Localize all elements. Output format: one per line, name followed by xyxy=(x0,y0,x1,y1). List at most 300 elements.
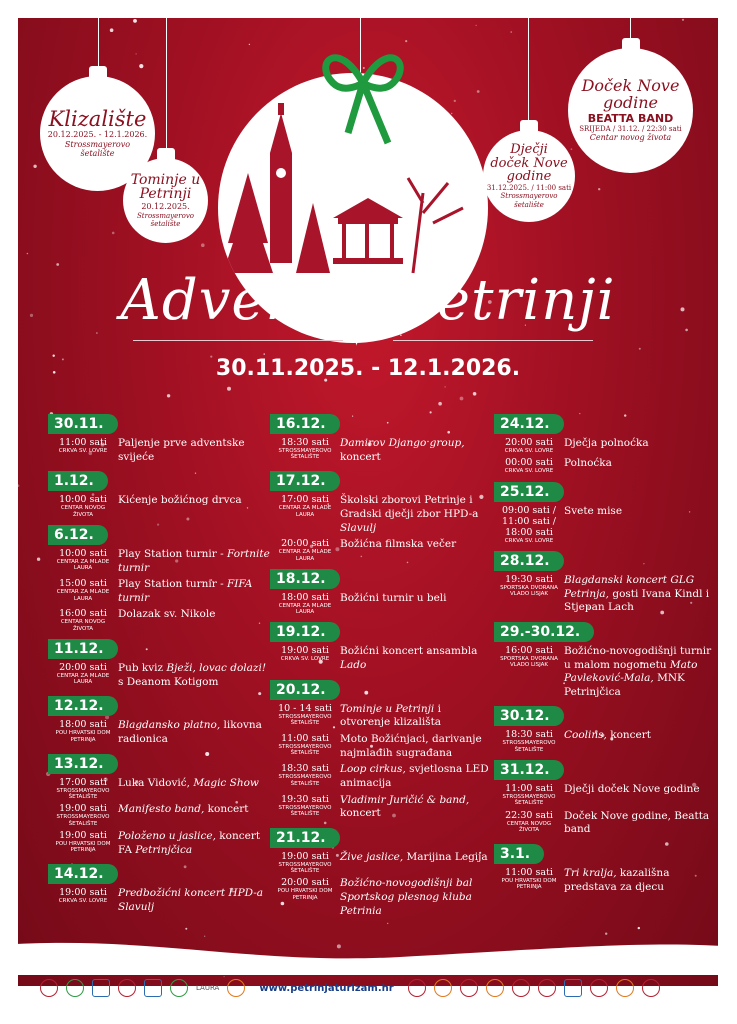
event-time: 18:30 sati xyxy=(505,729,553,741)
event-time: 11:00 sati xyxy=(281,733,329,745)
event-time-block xyxy=(274,763,336,790)
orn-title: Dječji doček Nove godine xyxy=(490,141,568,185)
snowflake xyxy=(133,19,137,23)
event-text: Fortnite turnir xyxy=(118,547,270,574)
event-text: kazališna predstava za djecu xyxy=(564,866,670,893)
event-time: 11:00 sati xyxy=(59,437,107,448)
date-badge: 24.12. xyxy=(494,414,564,434)
event-text: koncert xyxy=(340,807,381,820)
orn-place: Strossmayerovo šetalište xyxy=(137,211,194,228)
event-row xyxy=(274,733,494,760)
day-block xyxy=(274,621,494,672)
event-text: koncert FA xyxy=(118,829,261,856)
snowflake xyxy=(460,397,464,401)
snowflake xyxy=(135,53,136,54)
day-block xyxy=(52,753,272,858)
event-text: Lado xyxy=(340,659,367,672)
event-row xyxy=(498,645,718,700)
event-text: FIFA turnir xyxy=(118,578,253,604)
day-block xyxy=(274,568,494,616)
event-row xyxy=(274,592,494,616)
event-place: POU HRVATSKI DOM PETRINJA xyxy=(277,888,333,901)
event-row xyxy=(498,783,718,807)
event-time: 19:30 sati xyxy=(505,573,553,585)
event-text: Damirov Django group, xyxy=(340,437,465,449)
snowflake xyxy=(438,402,442,406)
event-description xyxy=(114,494,242,518)
event-row xyxy=(274,703,494,730)
ornament-tominje xyxy=(123,158,208,243)
event-place: POU HRVATSKI DOM PETRINJA xyxy=(55,730,111,743)
event-text: Doček Nove godine, Beatta band xyxy=(564,809,710,836)
event-description xyxy=(560,645,718,700)
event-row xyxy=(274,763,494,790)
day-block xyxy=(498,550,718,615)
snowflake xyxy=(112,232,115,235)
day-block xyxy=(274,679,494,821)
event-place: CENTAR ZA MLADE LAURA xyxy=(56,673,110,686)
divider xyxy=(393,340,593,341)
event-text: Pub kviz xyxy=(118,662,167,675)
event-description xyxy=(114,803,248,827)
snowflake xyxy=(18,484,19,487)
event-text: Božićna filmska večer xyxy=(340,538,457,551)
event-text: Božićno-novogodišnji turnir u malom nogometu xyxy=(564,644,712,671)
sponsor-logo-icon xyxy=(66,979,84,997)
sponsor-logo-icon xyxy=(460,979,478,997)
event-time-block xyxy=(498,457,560,474)
event-row xyxy=(498,574,718,615)
event-description xyxy=(114,578,272,605)
event-row xyxy=(274,851,494,875)
event-place: CRKVA SV. LOVRE xyxy=(504,448,554,454)
event-time-block xyxy=(52,719,114,746)
event-text: Moto Božićnjaci, darivanje najmlađih sugrađana xyxy=(340,733,482,759)
event-place: STROSSMAYEROVO ŠETALIŠTE xyxy=(278,774,332,787)
event-place: CENTAR NOVOG ŽIVOTA xyxy=(60,505,106,518)
event-row xyxy=(52,437,272,464)
event-time-block xyxy=(52,830,114,857)
date-badge: 6.12. xyxy=(48,525,108,545)
event-text: Položeno u jaslice, xyxy=(118,829,216,842)
event-time: 19:00 sati xyxy=(59,887,107,899)
event-description xyxy=(114,608,215,632)
event-time: 20:00 sati xyxy=(59,662,107,674)
event-description xyxy=(560,810,718,837)
event-description xyxy=(336,437,494,464)
event-time-block xyxy=(274,645,336,672)
event-time-block xyxy=(274,437,336,464)
event-row xyxy=(274,538,494,562)
event-description xyxy=(560,437,649,454)
sponsor-logo-icon xyxy=(512,979,530,997)
date-badge: 12.12. xyxy=(48,696,118,716)
event-time: 19:00 sati xyxy=(281,645,329,657)
event-row xyxy=(52,494,272,518)
event-time: 00:00 sati xyxy=(505,457,553,469)
divider xyxy=(133,340,343,341)
event-description xyxy=(560,867,718,894)
date-badge: 13.12. xyxy=(48,754,118,774)
event-time-block xyxy=(498,437,560,454)
event-place: CRKVA SV. LOVRE xyxy=(504,468,554,475)
event-time: 16:00 sati xyxy=(505,644,553,656)
event-text: koncert xyxy=(606,729,652,742)
event-place: CRKVA SV. LOVRE xyxy=(58,898,108,905)
event-time: 19:00 sati xyxy=(59,829,107,841)
event-time-block xyxy=(52,803,114,827)
event-description xyxy=(560,505,622,544)
event-place: CENTAR ZA MLADE LAURA xyxy=(278,505,332,518)
event-row xyxy=(52,830,272,857)
sponsor-logo-icon xyxy=(590,979,608,997)
event-text: Školski zborovi Petrinje i Gradski dječji zbor HPD-a xyxy=(340,494,479,520)
event-time: 20:00 sati xyxy=(505,437,553,448)
event-text: Petrinjčica xyxy=(135,843,193,856)
event-place: CENTAR ZA MLADE LAURA xyxy=(278,602,332,616)
event-text: Polnoćka xyxy=(564,457,612,470)
sponsor-logo-icon xyxy=(486,979,504,997)
event-text: Božićno-novogodišnji bal Sportskog plesnog kluba Petrinia xyxy=(340,877,473,917)
event-time-block xyxy=(274,592,336,616)
day-block xyxy=(52,524,272,632)
event-time-block xyxy=(52,578,114,605)
main-title: Advent u Petrinji xyxy=(120,268,616,333)
event-place: STROSSMAYEROVO ŠETALIŠTE xyxy=(278,448,332,461)
event-time-block xyxy=(498,810,560,837)
event-place: STROSSMAYEROVO ŠETALIŠTE xyxy=(278,861,332,875)
event-time-block xyxy=(498,729,560,753)
event-time-block xyxy=(52,608,114,632)
date-badge: 11.12. xyxy=(48,639,118,659)
sponsor-logo-icon xyxy=(538,979,556,997)
event-text: Paljenje prve adventske svijeće xyxy=(118,437,245,463)
sponsor-logo-icon xyxy=(144,979,162,997)
event-text: Coolins, xyxy=(564,729,607,742)
event-time: 20:00 sati xyxy=(281,877,329,889)
event-time: 22:30 sati xyxy=(505,809,553,821)
event-description xyxy=(336,645,494,672)
ornament-docek xyxy=(568,48,693,173)
event-time-block xyxy=(52,777,114,801)
event-place: STROSSMAYEROVO ŠETALIŠTE xyxy=(56,787,110,800)
event-text: Blagdansko platno, xyxy=(118,719,221,732)
event-text: Tri kralja, xyxy=(564,866,617,879)
event-time: 09:00 sati / 11:00 sati / 18:00 sati xyxy=(501,504,556,538)
event-place: STROSSMAYEROVO ŠETALIŠTE xyxy=(56,814,110,827)
event-time-block xyxy=(274,538,336,562)
date-badge: 19.12. xyxy=(270,622,340,642)
event-row xyxy=(52,803,272,827)
event-time-block xyxy=(52,548,114,575)
date-badge: 29.-30.12. xyxy=(494,622,594,642)
event-time: 19:00 sati xyxy=(281,850,329,862)
event-row xyxy=(498,505,718,544)
event-row xyxy=(274,877,494,918)
sponsor-logo-icon xyxy=(434,979,452,997)
event-description xyxy=(114,887,272,914)
event-description xyxy=(336,763,494,790)
event-row xyxy=(52,662,272,689)
event-time: 10 - 14 sati xyxy=(278,702,332,714)
event-description xyxy=(336,703,494,730)
snowflake xyxy=(201,243,205,247)
snowflake xyxy=(510,31,512,33)
event-place: CENTAR NOVOG ŽIVOTA xyxy=(60,619,106,632)
orn-date: 31.12.2025. / 11:00 sati xyxy=(486,183,572,192)
snowflake xyxy=(167,394,170,397)
event-description xyxy=(114,777,259,801)
date-badge: 30.12. xyxy=(494,706,564,726)
event-time-block xyxy=(274,877,336,918)
snowflake xyxy=(682,19,684,21)
event-text: likovna radionica xyxy=(118,719,262,746)
event-time: 19:30 sati xyxy=(281,793,329,805)
event-time: 11:00 sati xyxy=(505,866,553,878)
event-text: gosti Ivana Kindl i Stjepan Lach xyxy=(564,587,710,614)
event-place: STROSSMAYEROVO ŠETALIŠTE xyxy=(502,794,556,807)
event-time-block xyxy=(274,494,336,535)
bottom-wave xyxy=(0,935,737,975)
event-time-block xyxy=(274,733,336,760)
event-place: CENTAR NOVOG ŽIVOTA xyxy=(506,820,552,833)
snowflake xyxy=(227,387,231,391)
date-badge: 17.12. xyxy=(270,471,340,491)
event-text: svjetlosna LED animacija xyxy=(340,763,489,789)
event-row xyxy=(498,867,718,894)
event-time-block xyxy=(274,703,336,730)
string xyxy=(528,18,529,130)
event-time: 16:00 sati xyxy=(59,608,107,620)
event-row xyxy=(498,437,718,454)
event-time: 10:00 sati xyxy=(59,494,107,506)
snowflake xyxy=(27,253,29,255)
event-row xyxy=(52,777,272,801)
schedule-column-3 xyxy=(498,413,718,900)
orn-title: Klizalište xyxy=(48,107,147,132)
day-block xyxy=(274,470,494,562)
sponsor-logo-icon xyxy=(227,979,245,997)
event-time: 18:00 sati xyxy=(281,591,329,603)
event-row xyxy=(274,494,494,535)
event-time: 20:00 sati xyxy=(281,538,329,550)
day-block xyxy=(498,413,718,475)
sponsor-logo-icon xyxy=(170,979,188,997)
event-row xyxy=(274,645,494,672)
event-text: Predbožićni koncert HPD-a Slavulj xyxy=(118,887,264,913)
orn-place: Strossmayerovo šetalište xyxy=(500,192,558,209)
event-time-block xyxy=(498,645,560,700)
orn-date: 20.12.2025. - 12.1.2026. xyxy=(47,130,148,140)
day-block xyxy=(52,695,272,746)
event-time-block xyxy=(52,887,114,914)
event-time-block xyxy=(498,574,560,615)
snowflake xyxy=(110,28,114,32)
laura-logo: LAURA xyxy=(196,984,220,992)
event-time: 18:00 sati xyxy=(59,719,107,731)
event-time-block xyxy=(498,867,560,894)
date-range: 30.11.2025. - 12.1.2026. xyxy=(215,356,521,381)
event-description xyxy=(336,877,494,918)
event-row xyxy=(52,608,272,632)
event-description xyxy=(114,662,272,689)
sponsor-logo-icon xyxy=(92,979,110,997)
sponsor-logo-icon xyxy=(616,979,634,997)
event-description xyxy=(114,437,272,464)
event-description xyxy=(114,719,272,746)
orn-place: Centar novog života xyxy=(589,133,672,143)
event-text: Blagdanski koncert GLG Petrinja, xyxy=(564,573,695,600)
event-text: Luka Vidović, xyxy=(118,776,194,789)
event-text: Tominje u Petrinji xyxy=(340,702,435,715)
event-time: 18:30 sati xyxy=(281,763,329,775)
event-time: 18:30 sati xyxy=(281,437,329,448)
coat-of-arms-icon xyxy=(40,979,58,997)
event-text: Vladimir Juričić & band, xyxy=(340,793,470,806)
snowflake xyxy=(571,148,573,150)
event-place: CRKVA SV. LOVRE xyxy=(280,656,330,663)
snowflake xyxy=(56,263,59,266)
event-row xyxy=(274,794,494,821)
event-text: Manifesto band, xyxy=(118,803,205,816)
event-place: SPORTSKA DVORANA VLADO LISJAK xyxy=(500,655,558,669)
orn-band: BEATTA BAND xyxy=(587,111,674,125)
snowflake xyxy=(639,348,641,350)
event-row xyxy=(52,719,272,746)
date-badge: 16.12. xyxy=(270,414,340,434)
snowflake xyxy=(264,353,265,354)
event-description xyxy=(114,830,272,857)
date-badge: 28.12. xyxy=(494,551,564,571)
event-text: Bježi, lovac dolazi! xyxy=(166,662,267,675)
event-place: CRKVA SV. LOVRE xyxy=(58,448,108,454)
event-text: i otvorenje klizališta xyxy=(340,702,442,729)
snowflake xyxy=(249,44,250,45)
day-block xyxy=(274,827,494,919)
sparkle-icon: ✦ xyxy=(349,330,365,351)
event-text: Loop cirkus, xyxy=(340,763,406,776)
day-block xyxy=(498,621,718,700)
event-text: Kićenje božićnog drvca xyxy=(118,494,242,507)
event-place: CENTAR ZA MLADE LAURA xyxy=(56,558,110,572)
day-block xyxy=(498,759,718,837)
date-badge: 18.12. xyxy=(270,569,340,589)
event-time-block xyxy=(52,494,114,518)
date-badge: 25.12. xyxy=(494,482,564,502)
event-text: Mato Pavleković-Mala, xyxy=(564,658,698,685)
snowflake xyxy=(185,928,187,930)
orn-place: Strossmayerovo šetalište xyxy=(64,139,131,159)
day-block xyxy=(52,413,272,464)
event-time: 11:00 sati xyxy=(505,783,553,795)
website-link[interactable]: www.petrinjaturizam.hr xyxy=(259,982,394,994)
orn-title: Doček Nove godine xyxy=(581,76,680,112)
event-row xyxy=(52,578,272,605)
snowflake xyxy=(476,25,477,26)
day-block xyxy=(274,413,494,464)
event-description xyxy=(114,548,272,575)
event-time-block xyxy=(52,662,114,689)
bow-icon xyxy=(308,28,418,148)
date-badge: 14.12. xyxy=(48,864,118,884)
event-text: Play Station turnir - xyxy=(118,578,227,591)
event-place: POU HRVATSKI DOM PETRINJA xyxy=(55,840,111,854)
event-text: Play Station turnir - xyxy=(118,547,227,560)
ornament-djecji-docek xyxy=(483,130,575,222)
sponsor-logo-icon xyxy=(642,979,660,997)
snowflake xyxy=(33,165,36,168)
event-text: s Deanom Kotigom xyxy=(118,675,219,688)
event-place: STROSSMAYEROVO ŠETALIŠTE xyxy=(278,744,332,757)
sponsor-logo-icon xyxy=(118,979,136,997)
event-text: Magic Show xyxy=(193,776,259,789)
event-place: STROSSMAYEROVO ŠETALIŠTE xyxy=(502,740,556,753)
sponsor-logo-icon xyxy=(564,979,582,997)
event-description xyxy=(336,851,488,875)
sponsor-logo-icon xyxy=(408,979,426,997)
event-place: CENTAR ZA MLADE LAURA xyxy=(56,589,110,602)
event-time: 17:00 sati xyxy=(59,776,107,788)
date-badge: 31.12. xyxy=(494,760,564,780)
day-block xyxy=(52,638,272,689)
event-text: Slavulj xyxy=(340,521,377,534)
event-time-block xyxy=(274,794,336,821)
event-text: koncert xyxy=(204,803,249,816)
footer xyxy=(40,975,700,1001)
event-time: 19:00 sati xyxy=(59,803,107,815)
string xyxy=(166,18,167,158)
day-block xyxy=(498,481,718,544)
event-time: 17:00 sati xyxy=(281,494,329,506)
day-block xyxy=(52,863,272,914)
event-time: 10:00 sati xyxy=(59,547,107,559)
date-badge: 3.1. xyxy=(494,844,544,864)
date-badge: 1.12. xyxy=(48,471,108,491)
day-block xyxy=(52,470,272,518)
snowflake xyxy=(444,386,445,387)
orn-date: 20.12.2025. xyxy=(141,202,190,211)
event-row xyxy=(498,729,718,753)
event-description xyxy=(560,457,612,474)
schedule-column-2 xyxy=(274,413,494,924)
schedule-column-1 xyxy=(52,413,272,920)
event-time-block xyxy=(498,783,560,807)
event-text: Božićni koncert ansambla xyxy=(340,645,478,658)
event-description xyxy=(336,794,494,821)
event-place: CRKVA SV. LOVRE xyxy=(504,537,554,544)
event-time-block xyxy=(274,851,336,875)
event-row xyxy=(52,887,272,914)
event-text: Dječja polnoćka xyxy=(564,437,649,449)
snowflake xyxy=(139,64,143,68)
event-description xyxy=(336,733,494,760)
snowflake xyxy=(37,558,40,561)
snowflake xyxy=(473,392,477,396)
event-text: Svete mise xyxy=(564,504,623,517)
event-description xyxy=(560,574,718,615)
event-place: SPORTSKA DVORANA VLADO LISJAK xyxy=(500,584,558,598)
event-row xyxy=(52,548,272,575)
event-description xyxy=(560,729,651,753)
date-badge: 21.12. xyxy=(270,828,340,848)
event-place: CENTAR ZA MLADE LAURA xyxy=(278,549,332,562)
event-text: koncert xyxy=(340,450,381,463)
event-row xyxy=(498,810,718,837)
event-text: Dječji doček Nove godine xyxy=(564,783,700,796)
event-text: Marijina Legija xyxy=(403,850,488,863)
event-place: STROSSMAYEROVO ŠETALIŠTE xyxy=(278,713,332,727)
day-block xyxy=(498,843,718,894)
